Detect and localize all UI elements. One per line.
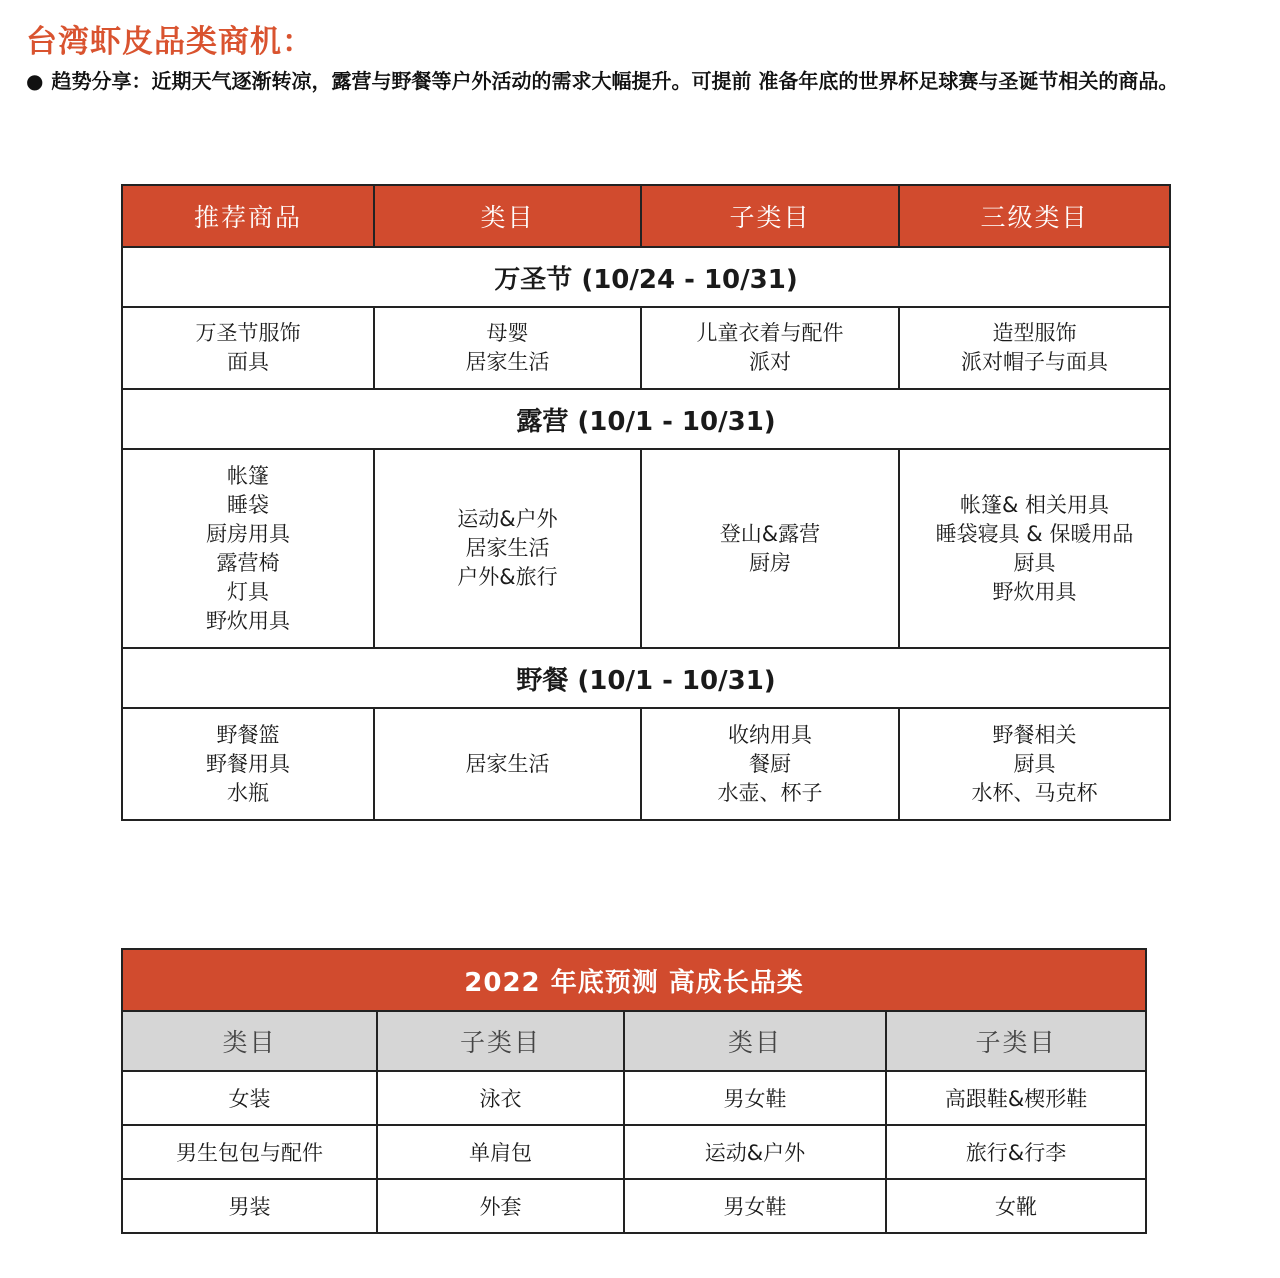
table-cell — [641, 708, 899, 820]
header-row — [122, 1011, 1146, 1071]
cell-line: 睡袋寝具 & 保暖用品 — [935, 521, 1134, 546]
table-cell: 高跟鞋&楔形鞋 — [886, 1071, 1146, 1125]
section-title: 露营 (10/1 - 10/31) — [122, 389, 1170, 449]
table-cell: 旅行&行李 — [886, 1125, 1146, 1179]
table-cell: 外套 — [377, 1179, 624, 1233]
cell-line: 户外&旅行 — [457, 565, 558, 589]
cell-line: 野餐篮 — [216, 722, 280, 747]
header-cell: 类目 — [624, 1011, 886, 1071]
cell-line: 居家生活 — [465, 536, 550, 560]
table-row — [122, 1179, 1146, 1233]
table-row — [122, 307, 1170, 389]
table-cell — [899, 307, 1170, 389]
table-row — [122, 1125, 1146, 1179]
table-row — [122, 708, 1170, 820]
table-cell: 泳衣 — [377, 1071, 624, 1125]
table-cell: 运动&户外 — [624, 1125, 886, 1179]
table-cell — [122, 307, 374, 389]
cell-line: 厨房 — [749, 550, 791, 575]
cell-line: 万圣节服饰 — [195, 321, 301, 345]
cell-line: 水瓶 — [227, 780, 269, 805]
table-cell — [374, 708, 641, 820]
cell-line: 睡袋 — [227, 492, 269, 517]
table-cell — [122, 449, 374, 648]
cell-line: 灯具 — [227, 579, 269, 604]
recommended-products-table — [121, 184, 1171, 821]
cell-line: 母婴 — [486, 321, 529, 345]
cell-line: 水杯、马克杯 — [971, 780, 1098, 805]
cell-line: 厨房用具 — [206, 521, 290, 546]
cell-line: 厨具 — [1013, 751, 1056, 776]
table-cell: 男装 — [122, 1179, 377, 1233]
table-cell — [899, 708, 1170, 820]
header-cell: 类目 — [374, 185, 641, 247]
cell-line: 收纳用具 — [728, 722, 812, 747]
cell-line: 水壶、杯子 — [717, 780, 823, 805]
cell-line: 运动&户外 — [457, 507, 558, 531]
cell-line: 餐厨 — [749, 751, 791, 776]
trend-text: 趋势分享：近期天气逐渐转凉，露营与野餐等户外活动的需求大幅提升。可提前 准备年底的世界杯足球赛与圣诞节相关的商品。 — [51, 69, 1179, 93]
cell-line: 帐篷& 相关用具 — [959, 492, 1110, 517]
section-title: 万圣节 (10/24 - 10/31) — [122, 247, 1170, 307]
cell-line: 登山&露营 — [719, 521, 821, 546]
header-row — [122, 185, 1170, 247]
cell-line: 造型服饰 — [992, 321, 1077, 345]
table-cell — [374, 307, 641, 389]
cell-line: 居家生活 — [465, 350, 550, 374]
section-row — [122, 389, 1170, 449]
table-cell — [641, 449, 899, 648]
forecast-categories-table — [121, 948, 1147, 1234]
cell-line: 野炊用具 — [992, 579, 1077, 604]
cell-line: 帐篷 — [227, 463, 269, 488]
table-cell: 女装 — [122, 1071, 377, 1125]
table-cell — [122, 708, 374, 820]
cell-line: 面具 — [227, 350, 269, 374]
header-cell: 类目 — [122, 1011, 377, 1071]
cell-line: 居家生活 — [465, 751, 550, 776]
table-cell: 男生包包与配件 — [122, 1125, 377, 1179]
cell-line: 儿童衣着与配件 — [696, 321, 844, 345]
cell-line: 派对帽子与面具 — [961, 350, 1108, 374]
table-cell: 男女鞋 — [624, 1179, 886, 1233]
table-banner: 2022 年底预测 高成长品类 — [122, 949, 1146, 1011]
table-cell — [374, 449, 641, 648]
header-cell: 子类目 — [886, 1011, 1146, 1071]
trend-paragraph — [26, 62, 1254, 100]
table-cell: 男女鞋 — [624, 1071, 886, 1125]
table-cell: 女靴 — [886, 1179, 1146, 1233]
bullet-icon: ● — [26, 69, 44, 93]
cell-line: 厨具 — [1013, 550, 1056, 575]
header-cell: 推荐商品 — [122, 185, 374, 247]
table-cell — [641, 307, 899, 389]
cell-line: 野餐用具 — [206, 751, 290, 776]
section-row — [122, 247, 1170, 307]
section-row — [122, 648, 1170, 708]
banner-row — [122, 949, 1146, 1011]
header-cell: 子类目 — [377, 1011, 624, 1071]
cell-line: 露营椅 — [216, 550, 280, 575]
table-cell — [899, 449, 1170, 648]
table-cell: 单肩包 — [377, 1125, 624, 1179]
page-title: 台湾虾皮品类商机： — [26, 24, 314, 60]
header-cell: 子类目 — [641, 185, 899, 247]
cell-line: 野餐相关 — [992, 722, 1077, 747]
section-title: 野餐 (10/1 - 10/31) — [122, 648, 1170, 708]
table-row — [122, 1071, 1146, 1125]
cell-line: 派对 — [749, 350, 791, 374]
table-row — [122, 449, 1170, 648]
cell-line: 野炊用具 — [206, 608, 290, 633]
header-cell: 三级类目 — [899, 185, 1170, 247]
